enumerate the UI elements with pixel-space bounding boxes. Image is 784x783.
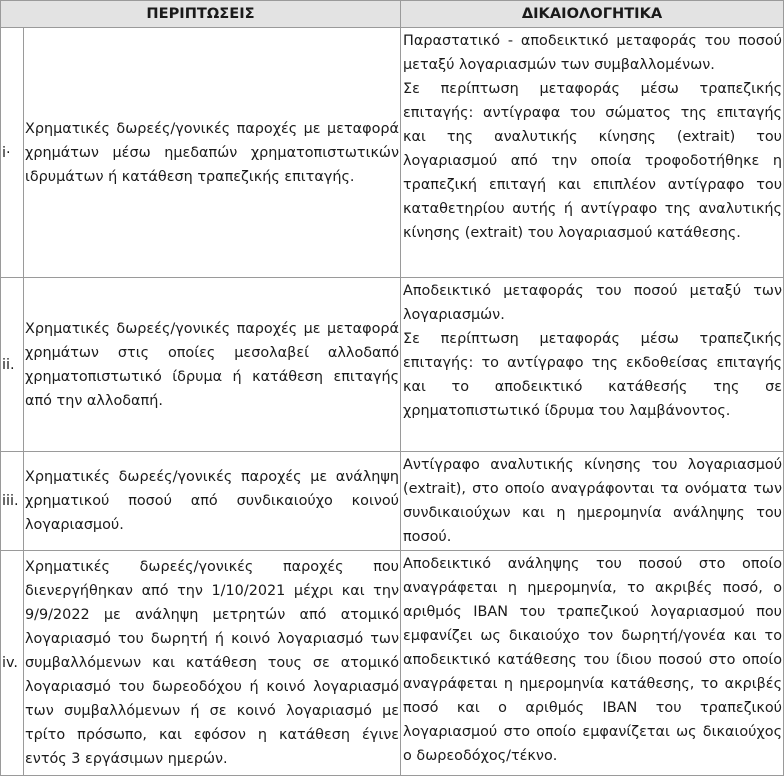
row-number: i· [1,28,24,278]
documents-paragraph: Σε περίπτωση μεταφοράς μέσω τραπεζικής επιταγής: αντίγραφα του σώματος της επιταγής και της αναλυτικής κίνησης (extrait) του λογαριασμού από την οποία τροφοδοτήθηκε η τραπεζική επιταγή και επιπλέον αντίγραφο του καταθετηρίου αυτής ή αντίγραφο της αναλυτικής κίνησης (extrait) του λογαριασμού κατάθεσης. [403,81,783,241]
row-number: ii. [1,278,24,452]
documents-paragraph: Παραστατικό - αποδεικτικό μεταφοράς του ποσού μεταξύ λογαριασμών των συμβαλλομένων. [403,33,783,73]
header-row [1,1,784,28]
documents-cell [401,28,784,278]
row-number: iii. [1,452,24,551]
documents-paragraph: Αντίγραφο αναλυτικής κίνησης του λογαριασμού (extrait), στο οποίο αναγράφονται τα ονόματα των συνδικαιούχων και η ημερομηνία ανάληψης του ποσού. [403,457,783,545]
header-cases: ΠΕΡΙΠΤΩΣΕΙΣ [1,1,401,28]
documents-cell [401,452,784,551]
header-documents: ΔΙΚΑΙΟΛΟΓΗΤΙΚΑ [401,1,784,28]
case-description: Χρηματικές δωρεές/γονικές παροχές με μεταφορά χρημάτων μέσω ημεδαπών χρηματοπιστωτικών ιδρυμάτων ή κατάθεση τραπεζικής επιταγής. [24,28,401,278]
documents-cell [401,551,784,776]
row-number: iv. [1,551,24,776]
table-row [1,551,784,776]
documents-paragraph: Αποδεικτικό μεταφοράς του ποσού μεταξύ των λογαριασμών. [403,283,783,323]
documents-paragraph: Σε περίπτωση μεταφοράς μέσω τραπεζικής επιταγής: το αντίγραφο της εκδοθείσας επιταγής και το αποδεικτικό κατάθεσής της σε χρηματοπιστωτικό ίδρυμα του λαμβάνοντος. [403,331,783,419]
documents-cell [401,278,784,452]
table-row [1,452,784,551]
documents-paragraph: Αποδεικτικό ανάληψης του ποσού στο οποίο αναγράφεται η ημερομηνία, το ακριβές ποσό, ο αριθμός IBAN του τραπεζικού λογαριασμού που εμφανίζει ως δικαιούχο τον δωρητή/γονέα και το αποδεικτικό κατάθεσης του ίδιου ποσού στο οποίο αναγράφεται η ημερομηνία κατάθεσης, το ακριβές ποσό και ο αριθμός IBAN του τραπεζικού λογαριασμού στο οποίο εμφανίζεται ως δικαιούχος ο δωρεοδόχος/τέκνο. [403,556,783,764]
case-description: Χρηματικές δωρεές/γονικές παροχές με ανάληψη χρηματικού ποσού από συνδικαιούχο κοινού λογαριασμού. [24,452,401,551]
case-description: Χρηματικές δωρεές/γονικές παροχές με μεταφορά χρημάτων στις οποίες μεσολαβεί αλλοδαπό χρηματοπιστωτικό ίδρυμα ή κατάθεση επιταγής από την αλλοδαπή. [24,278,401,452]
table-row [1,28,784,278]
table-row [1,278,784,452]
case-description: Χρηματικές δωρεές/γονικές παροχές που διενεργήθηκαν από την 1/10/2021 μέχρι και την 9/9/2022 με ανάληψη μετρητών από ατομικό λογαριασμό του δωρητή ή κοινό λογαριασμό των συμβαλλόμενων και κατάθεση τους σε ατομικό λογαριασμό του δωρεοδόχου ή κοινό λογαριασμό των συμβαλλόμενων ή σε κοινό λογαριασμό με τρίτο πρόσωπο, και εφόσον η κατάθεση έγινε εντός 3 εργάσιμων ημερών. [24,551,401,776]
